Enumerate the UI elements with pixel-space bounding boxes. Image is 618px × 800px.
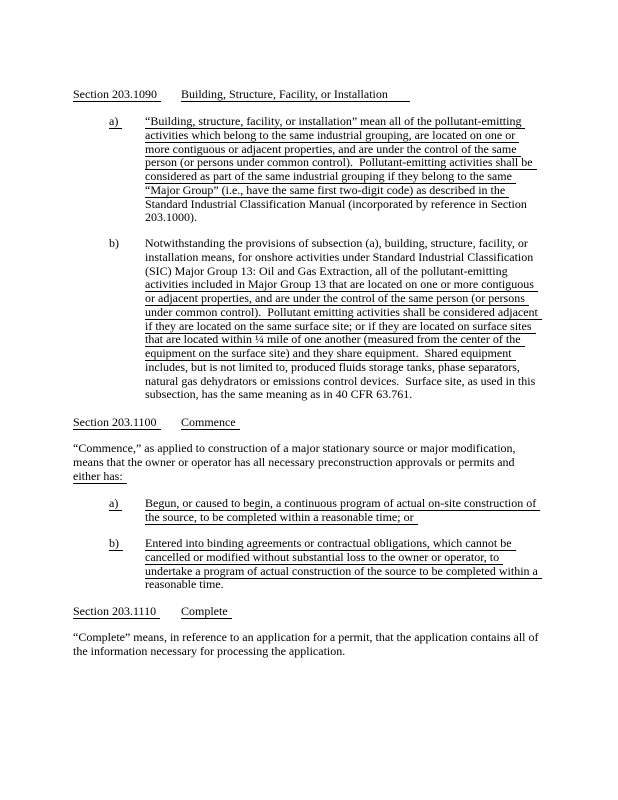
subsection-line: “Building, structure, facility, or installation” mean all of the pollutant-emitting [145,115,525,129]
subsection-line: person (or persons under common control). Pollutant-emitting activities shall be [145,156,537,170]
subsection-line: “Major Group” (i.e., have the same first two-digit code) as described in the [145,184,509,198]
paragraph-line: either has: [73,470,127,484]
subsection-line: includes, but is not limited to, produced fluids storage tanks, phase separators, [145,359,520,374]
subsection-line: that are located within ¼ mile of one another (measured from the center of the [145,333,525,347]
subsection-line: under common control). Pollutant emitting activities shall be considered adjacent [145,306,542,320]
section-title: Commence [181,416,240,430]
paragraph-line: means that the owner or operator has all necessary preconstruction approvals or permits and [73,454,515,469]
subsection-label: a) [109,115,122,129]
subsection-line: activities which belong to the same industrial grouping, are located on one or [145,129,519,143]
section-number: Section 203.1110 [73,605,160,619]
section-number: Section 203.1100 [73,416,161,430]
subsection-line: considered as part of the same industrial grouping if they belong to the same [145,170,516,184]
section-title: Building, Structure, Facility, or Installation [181,88,410,102]
subsection-line: if they are located on the same surface site; or if they are located on surface sites [145,320,536,334]
subsection-label: b) [109,236,119,250]
subsection-line: reasonable time. [145,577,224,592]
subsection-line: Standard Industrial Classification Manual (incorporated by reference in Section [145,196,527,211]
subsection-line: activities included in Major Group 13 that are located on one or more contiguous [145,278,538,292]
subsection-line: the source, to be completed within a reasonable time; or [145,511,418,525]
section-title: Complete [181,605,232,619]
subsection-line: Entered into binding agreements or contractual obligations, which cannot be [145,537,516,551]
subsection-line: installation means, for onshore activities under Standard Industrial Classification [145,249,534,264]
subsection-line: equipment on the surface site) and they share equipment. Shared equipment [145,347,516,361]
section-number: Section 203.1090 [73,88,161,102]
subsection-line: or adjacent properties, and are under the control of the same person (or persons [145,292,529,306]
subsection-line: (SIC) Major Group 13: Oil and Gas Extraction, all of the pollutant-emitting [145,263,508,278]
paragraph-line: “Commence,” as applied to construction of a major stationary source or major modification, [73,441,516,455]
subsection-line: subsection, has the same meaning as in 40 CFR 63.761. [145,387,413,402]
subsection-line: undertake a program of actual construction of the source to be completed within a [145,565,542,579]
subsection-label: b) [109,537,123,551]
subsection-line: natural gas dehydrators or emissions control devices. Surface site, as used in this [145,373,536,388]
subsection-line: Begun, or caused to begin, a continuous program of actual on-site construction of [145,497,540,511]
subsection-label: a) [109,497,122,511]
subsection-line: Notwithstanding the provisions of subsection (a), building, structure, facility, or [145,236,528,250]
paragraph-line: the information necessary for processing the application. [73,643,346,658]
subsection-line: more contiguous or adjacent properties, and are under the control of the same [145,143,521,157]
paragraph-line: “Complete” means, in reference to an application for a permit, that the application contains all of [73,630,539,644]
subsection-line: cancelled or modified without substantial loss to the owner or operator, to [145,551,503,565]
subsection-line: 203.1000). [145,210,197,225]
